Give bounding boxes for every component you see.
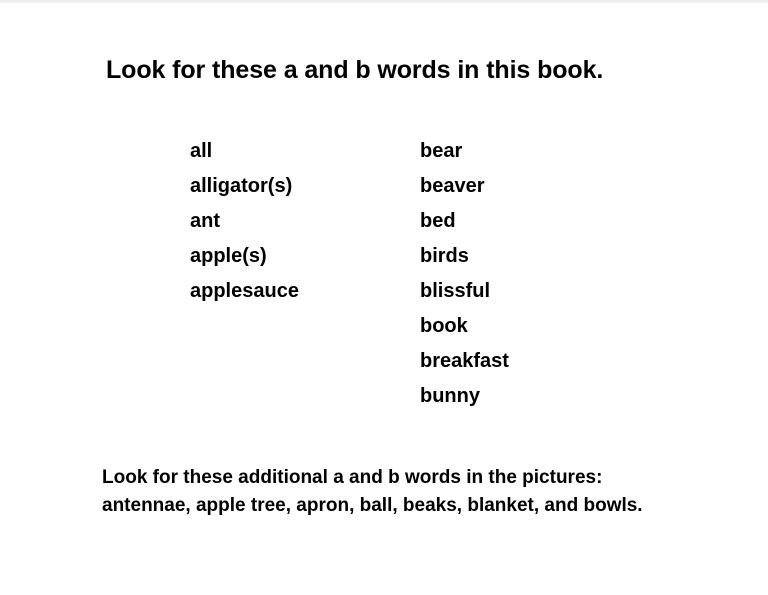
top-divider [0, 0, 768, 3]
footnote-part-1: Look for these additional [102, 467, 334, 488]
b-words-column [420, 134, 509, 414]
list-item: beaver [420, 175, 485, 197]
list-item: bunny [420, 385, 480, 407]
list-item: apple(s) [190, 245, 267, 267]
page-title-letter-b: b [355, 56, 371, 84]
list-item: book [420, 315, 468, 337]
list-item: breakfast [420, 350, 509, 372]
list-item: birds [420, 245, 469, 267]
list-item: blissful [420, 280, 491, 302]
a-words-column [190, 134, 299, 309]
list-item: applesauce [190, 280, 299, 302]
footnote-part-3: words in the pictures: antennae, apple tree, apron, ball, beaks, blanket, and bowls. [102, 467, 643, 516]
page-title-letter-a: a [283, 56, 298, 84]
list-item: alligator(s) [190, 175, 293, 197]
page-title [106, 56, 603, 85]
list-item: all [190, 140, 213, 162]
page-title-part-1: Look for these [106, 56, 284, 84]
footnote-letter-a: a [333, 467, 344, 488]
list-item: bear [420, 140, 463, 162]
list-item: bed [420, 210, 456, 232]
page-title-part-2: and [297, 56, 356, 84]
footnote-text [102, 464, 662, 520]
footnote-letter-b: b [388, 467, 400, 488]
list-item: ant [190, 210, 220, 232]
footnote-part-2: and [343, 467, 389, 488]
page-title-part-3: words in this book. [370, 56, 604, 84]
